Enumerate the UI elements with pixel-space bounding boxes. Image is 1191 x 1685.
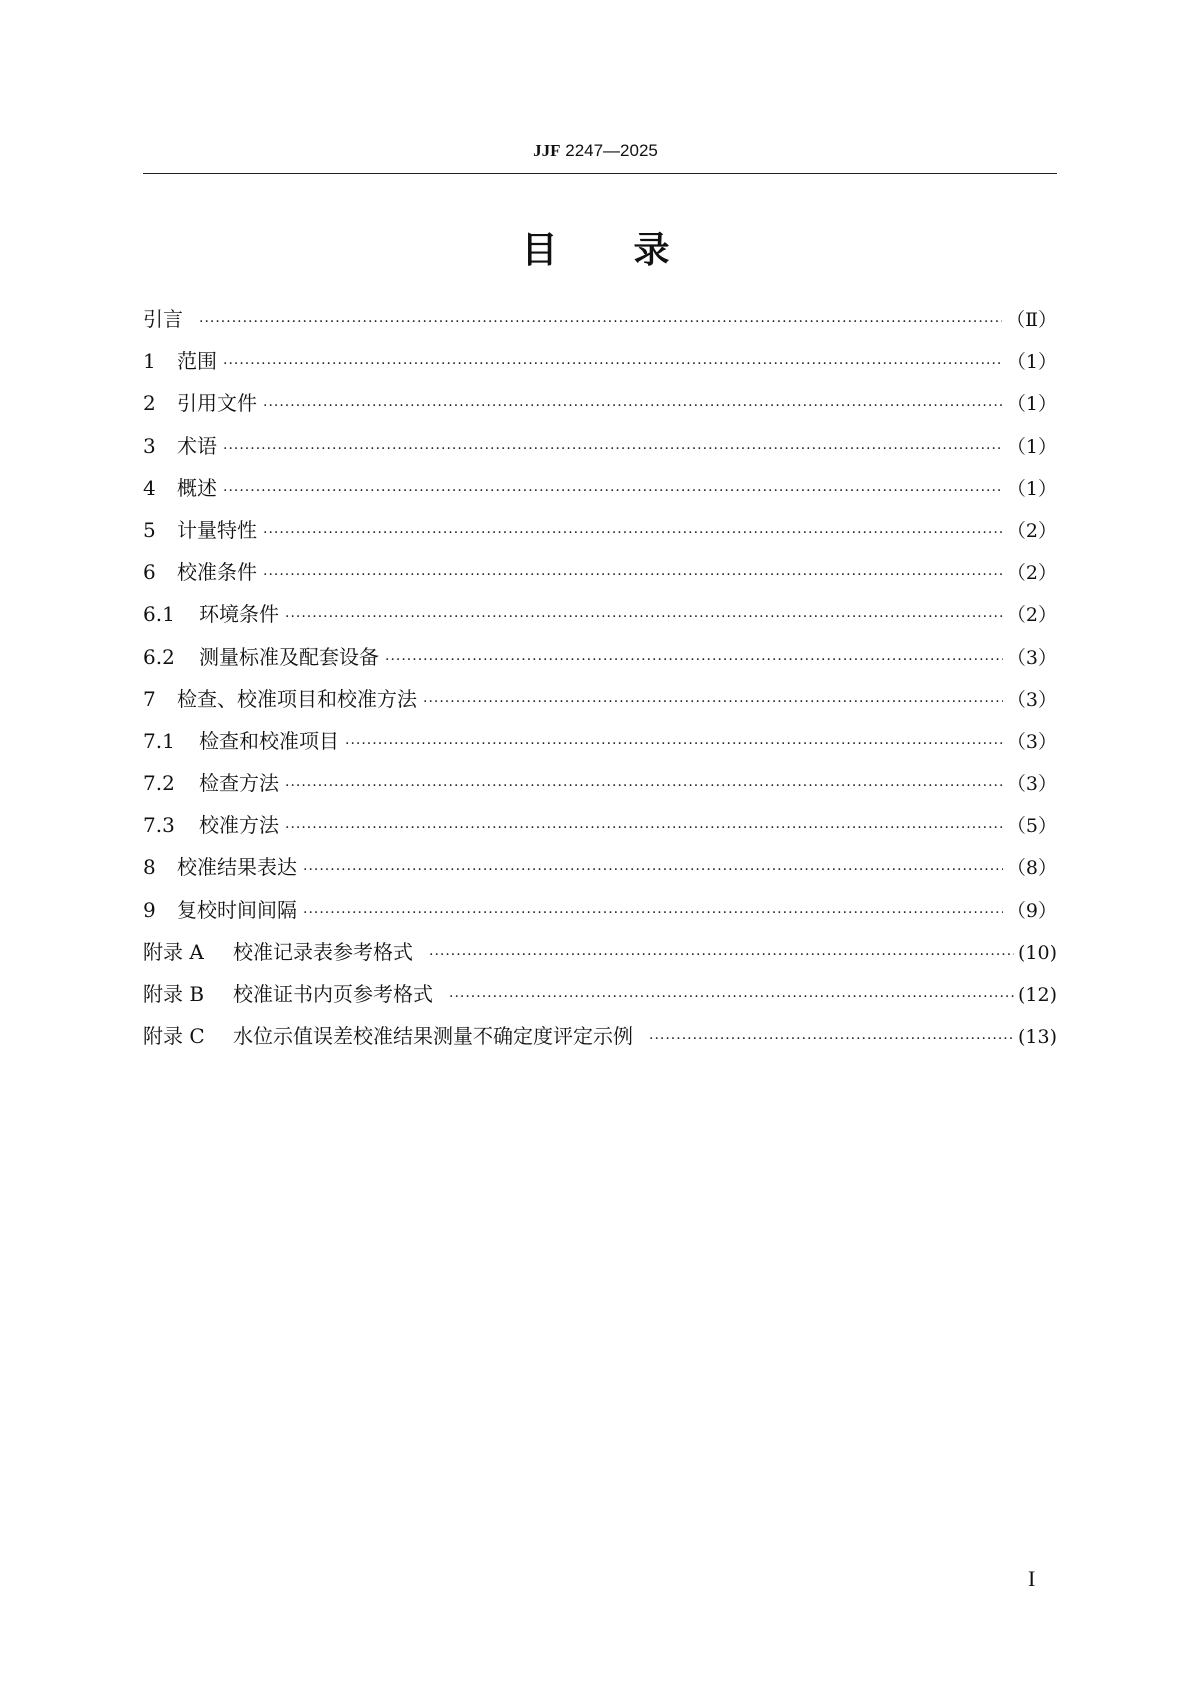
toc-entry[interactable] xyxy=(143,978,1057,1020)
leader-dots xyxy=(285,609,1003,625)
toc-entry-label: 计量特性 xyxy=(177,517,257,542)
toc-entry-number: 5 xyxy=(143,517,156,542)
toc-entry[interactable] xyxy=(143,894,1057,936)
leader-dots xyxy=(345,736,1003,752)
toc-entry-page: （3） xyxy=(1006,730,1057,753)
page-title xyxy=(0,222,1191,273)
toc-entry[interactable] xyxy=(143,514,1057,556)
toc-entry-number: 6.1 xyxy=(143,602,175,627)
toc-entry-page: （5） xyxy=(1006,815,1057,838)
toc-entry-label: 测量标准及配套设备 xyxy=(199,644,379,669)
toc-entry-page: （1） xyxy=(1006,435,1057,458)
leader-dots xyxy=(263,398,1003,414)
toc-entry-label: 复校时间间隔 xyxy=(177,897,297,922)
page-number: I xyxy=(1028,1566,1036,1591)
toc-entry-label: 检查方法 xyxy=(199,771,279,796)
toc-entry-label: 引用文件 xyxy=(177,391,257,416)
toc-entry-number: 1 xyxy=(143,349,156,374)
toc-entry[interactable] xyxy=(143,345,1057,387)
toc-entry-number: 7 xyxy=(143,686,156,711)
toc-entry[interactable] xyxy=(143,851,1057,893)
leader-dots xyxy=(285,778,1003,794)
toc-entry-page: （3） xyxy=(1006,773,1057,796)
toc-entry[interactable] xyxy=(143,725,1057,767)
toc-entry-page: （8） xyxy=(1006,857,1057,880)
toc-entry-number: 6.2 xyxy=(143,644,175,669)
toc-entry[interactable] xyxy=(143,430,1057,472)
document-code-header xyxy=(0,141,1191,161)
toc-entry-page: （9） xyxy=(1006,899,1057,922)
toc-entry-number: 3 xyxy=(143,433,156,458)
toc-entry-number: 9 xyxy=(143,897,156,922)
toc-entry-label: 校准证书内页参考格式 xyxy=(233,982,433,1006)
toc-entry-page: （Ⅱ） xyxy=(1006,309,1057,331)
toc-entry-page: （2） xyxy=(1006,604,1057,627)
toc-entry[interactable] xyxy=(143,387,1057,429)
toc-entry-label: 术语 xyxy=(177,433,217,458)
leader-dots xyxy=(223,441,1003,457)
toc-entry[interactable] xyxy=(143,303,1057,345)
toc-entry-page: （2） xyxy=(1006,562,1057,585)
toc-entry-label: 引言 xyxy=(143,307,183,331)
toc-entry[interactable] xyxy=(143,556,1057,598)
leader-dots xyxy=(199,314,1002,330)
code-number: 2247—2025 xyxy=(565,141,658,160)
toc-entry-number: 7.2 xyxy=(143,771,175,796)
toc-entry-page: （3） xyxy=(1006,688,1057,711)
toc-entry[interactable] xyxy=(143,641,1057,683)
table-of-contents xyxy=(143,303,1057,1062)
leader-dots xyxy=(423,694,1003,710)
toc-entry[interactable] xyxy=(143,1020,1057,1062)
toc-entry-number: 8 xyxy=(143,855,156,880)
toc-entry-label: 校准条件 xyxy=(177,560,257,585)
leader-dots xyxy=(285,820,1003,836)
toc-entry-page: （2） xyxy=(1006,519,1057,542)
toc-entry-number: 7.3 xyxy=(143,813,175,838)
header-rule xyxy=(143,173,1057,174)
leader-dots xyxy=(429,947,1014,963)
toc-entry[interactable] xyxy=(143,598,1057,640)
toc-entry-label: 校准结果表达 xyxy=(177,855,297,880)
toc-entry[interactable] xyxy=(143,936,1057,978)
title-char: 录 xyxy=(633,230,670,271)
toc-entry-number: 附录 C xyxy=(143,1024,205,1049)
toc-entry-label: 范围 xyxy=(177,349,217,374)
leader-dots xyxy=(303,862,1003,878)
toc-entry-number: 附录 A xyxy=(143,939,204,964)
toc-entry-page: （1） xyxy=(1006,477,1057,500)
toc-entry-number: 2 xyxy=(143,391,156,416)
toc-entry-label: 检查、校准项目和校准方法 xyxy=(177,686,417,711)
toc-entry-page: (12) xyxy=(1017,984,1057,1006)
toc-entry-page: (13) xyxy=(1017,1026,1057,1049)
title-char: 目 xyxy=(521,230,558,271)
toc-entry-number: 附录 B xyxy=(143,982,205,1006)
toc-entry[interactable] xyxy=(143,767,1057,809)
leader-dots xyxy=(449,989,1014,1005)
toc-entry-page: (10) xyxy=(1017,941,1057,964)
toc-entry-label: 环境条件 xyxy=(199,602,279,627)
toc-entry-label: 检查和校准项目 xyxy=(199,728,339,753)
leader-dots xyxy=(385,652,1003,668)
leader-dots xyxy=(223,483,1003,499)
toc-entry-label: 概述 xyxy=(177,475,217,500)
leader-dots xyxy=(263,567,1003,583)
toc-entry[interactable] xyxy=(143,683,1057,725)
code-prefix: JJF xyxy=(533,141,561,160)
toc-entry-label: 校准记录表参考格式 xyxy=(233,939,413,964)
leader-dots xyxy=(263,525,1003,541)
toc-entry-label: 水位示值误差校准结果测量不确定度评定示例 xyxy=(233,1024,633,1049)
toc-entry-page: （1） xyxy=(1006,351,1057,374)
toc-entry[interactable] xyxy=(143,809,1057,851)
toc-entry-page: （3） xyxy=(1006,646,1057,669)
toc-entry-page: （1） xyxy=(1006,393,1057,416)
leader-dots xyxy=(303,905,1003,921)
toc-entry-number: 6 xyxy=(143,560,156,585)
toc-entry[interactable] xyxy=(143,472,1057,514)
leader-dots xyxy=(649,1031,1014,1047)
leader-dots xyxy=(223,356,1003,372)
toc-entry-number: 4 xyxy=(143,475,156,500)
toc-entry-label: 校准方法 xyxy=(199,813,279,838)
toc-entry-number: 7.1 xyxy=(143,728,175,753)
